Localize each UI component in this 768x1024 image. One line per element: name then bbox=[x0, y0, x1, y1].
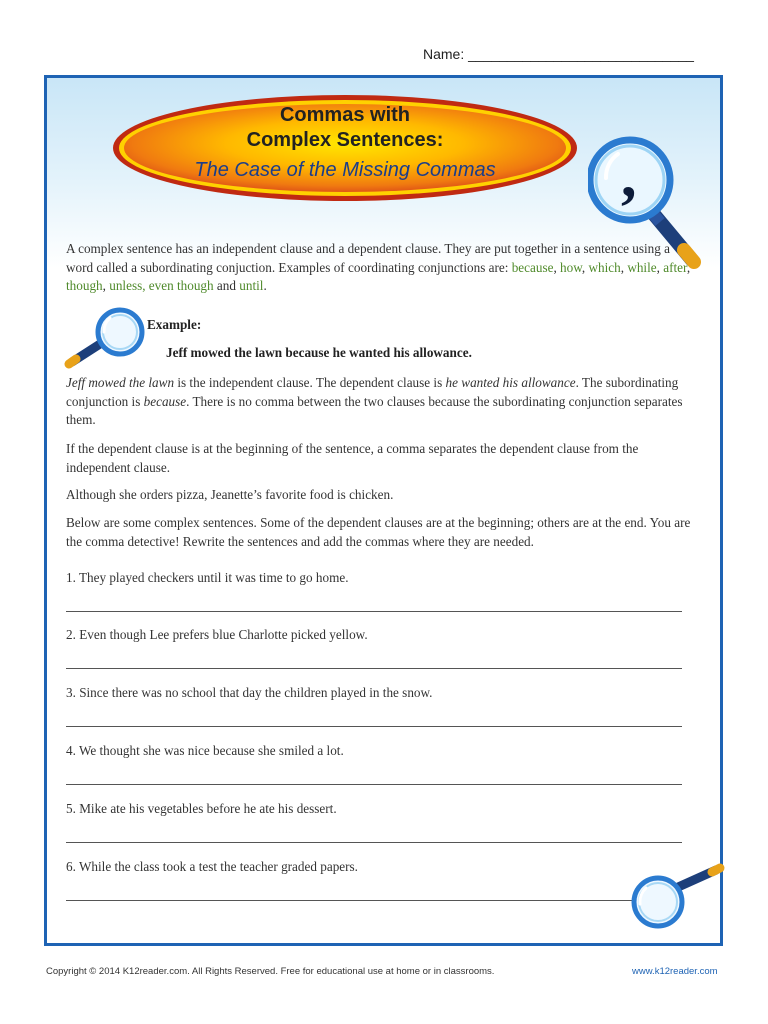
conjunction-because: because bbox=[511, 259, 554, 275]
example-sentence: Jeff mowed the lawn because he wanted his allowance. bbox=[166, 345, 472, 360]
subordinating-conjunction: because bbox=[143, 393, 187, 409]
example-label: Example: bbox=[147, 317, 202, 332]
instructions-paragraph: Below are some complex sentences. Some of the dependent clauses are at the beginning; others are at the end. You are the comma detective! Rewrite the sentences and add the commas where they are needed. bbox=[66, 515, 691, 549]
title-line-1: Commas with bbox=[279, 104, 411, 126]
conjunction-until: until bbox=[239, 278, 264, 293]
question-3: 3. Since there was no school that day the children played in the snow. bbox=[66, 685, 433, 700]
explanation-paragraph bbox=[66, 374, 696, 430]
answer-line-2[interactable] bbox=[66, 668, 682, 669]
rule-example: Although she orders pizza, Jeanette’s favorite food is chicken. bbox=[66, 487, 394, 502]
title-line-2: Complex Sentences: bbox=[246, 129, 444, 151]
intro-period: . bbox=[263, 278, 267, 293]
conjunction-unless-even-though: unless, even though bbox=[109, 278, 214, 293]
copyright-notice: Copyright © 2014 K12reader.com. All Rights Reserved. Free for educational use at home or in classrooms. bbox=[46, 966, 495, 977]
svg-text:,: , bbox=[621, 142, 637, 210]
answer-line-6[interactable] bbox=[66, 900, 682, 901]
name-field[interactable] bbox=[423, 46, 694, 62]
conjunction-how: how bbox=[560, 259, 582, 275]
question-6: 6. While the class took a test the teacher graded papers. bbox=[66, 859, 358, 874]
name-label: Name: bbox=[423, 46, 469, 62]
answer-line-5[interactable] bbox=[66, 842, 682, 843]
magnifying-glass-icon bbox=[630, 858, 730, 938]
answer-line-3[interactable] bbox=[66, 726, 682, 727]
conjunction-though: though bbox=[66, 278, 103, 293]
explanation-text-2: . The subordinating conjunction is bbox=[66, 375, 679, 409]
subtitle: The Case of the Missing Commas bbox=[194, 159, 496, 181]
rule-paragraph: If the dependent clause is at the beginning of the sentence, a comma separates the dependent clause from the independent clause. bbox=[66, 441, 639, 475]
explanation-text-1: is the independent clause. The dependent clause is bbox=[174, 375, 446, 390]
magnifying-glass-icon bbox=[64, 304, 146, 370]
website-link[interactable]: www.k12reader.com bbox=[632, 966, 718, 977]
question-2: 2. Even though Lee prefers blue Charlotte picked yellow. bbox=[66, 627, 368, 642]
and-word: and bbox=[213, 278, 240, 293]
name-blank[interactable]: _____________________________ bbox=[468, 46, 694, 62]
intro-text: A complex sentence has an independent clause and a dependent clause. They are put together in a sentence using a word called a subordinating conjuction. Examples of coordinating conjunctions are: bbox=[66, 241, 670, 275]
independent-clause: Jeff mowed the lawn bbox=[66, 375, 175, 390]
conjunction-while: while bbox=[627, 259, 657, 275]
answer-line-1[interactable] bbox=[66, 611, 682, 612]
answer-line-4[interactable] bbox=[66, 784, 682, 785]
question-4: 4. We thought she was nice because she smiled a lot. bbox=[66, 743, 344, 758]
conjunction-which: which bbox=[588, 259, 621, 275]
conjunction-after: after bbox=[663, 259, 687, 275]
explanation-text-3: . There is no comma between the two clauses because the subordinating conjunction separates them. bbox=[66, 393, 683, 427]
intro-paragraph: A complex sentence has an independent clause and a dependent clause. They are put together in a sentence using a word called a subordinating conjuction. Examples of coordinating conjunctions are: because, how, which, while, after, though, unless, even though and until. bbox=[66, 241, 691, 293]
worksheet-title bbox=[110, 103, 580, 185]
dependent-clause: he wanted his allowance bbox=[445, 375, 576, 390]
question-5: 5. Mike ate his vegetables before he ate his dessert. bbox=[66, 801, 337, 816]
question-1: 1. They played checkers until it was time to go home. bbox=[66, 570, 349, 585]
